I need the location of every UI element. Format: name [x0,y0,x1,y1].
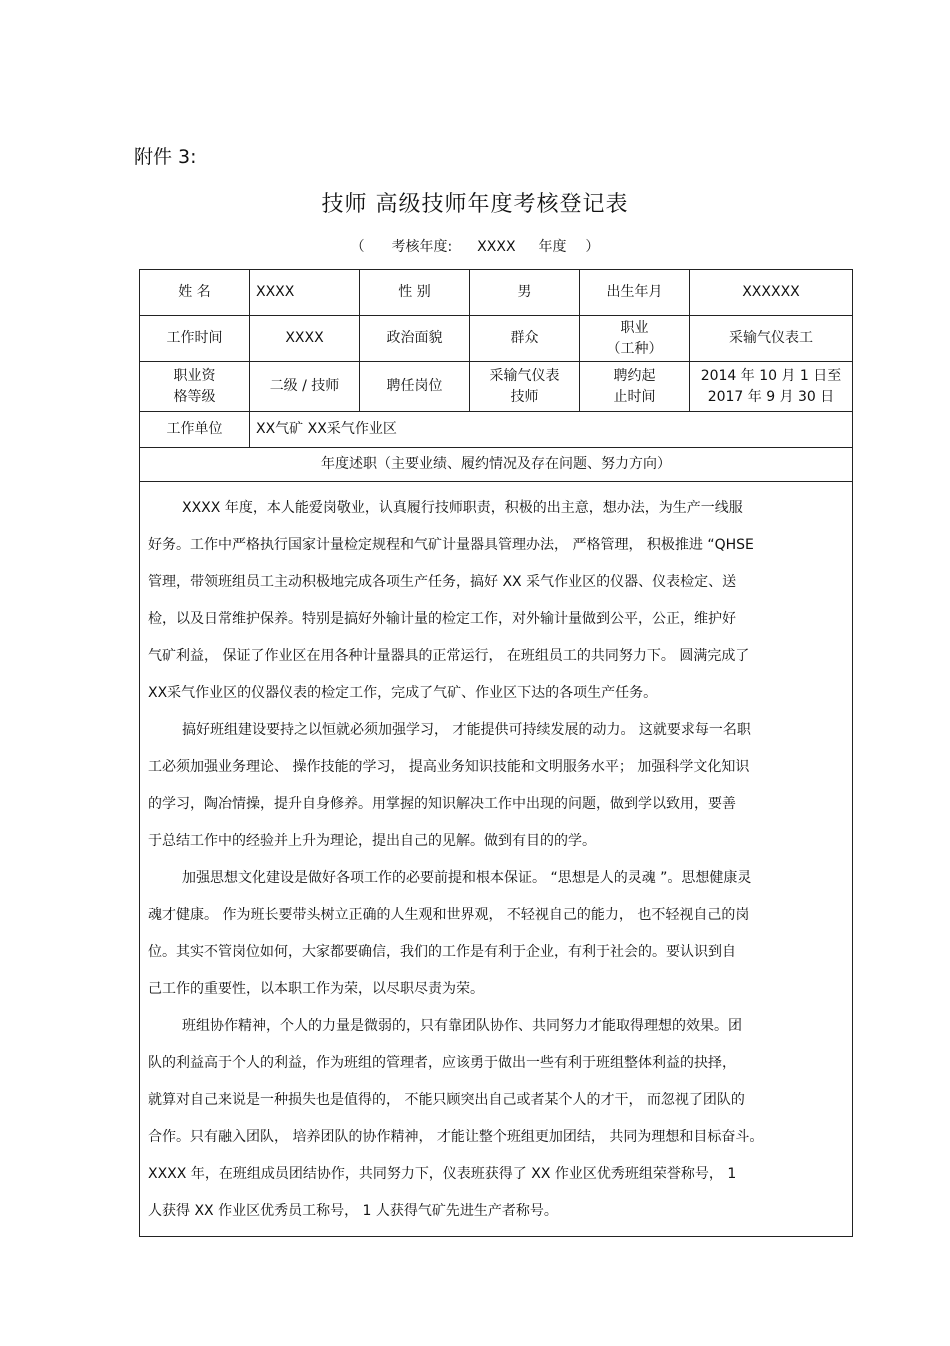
report-line: 位。其实不管岗位如何，大家都要确信，我们的工作是有利于企业，有利于社会的。要认识到自 [148,944,736,960]
birth-value: XXXXXX [690,270,853,316]
subtitle-unit: 年度 [538,239,567,255]
post-value [470,362,580,412]
term-label-line2: 止时间 [613,388,656,405]
report-line: 于总结工作中的经验并上升为理论，提出自己的见解。做到有目的的学。 [148,833,596,849]
name-value: XXXX [250,270,360,316]
report-line: 就算对自己来说是一种损失也是值得的， 不能只顾突出自己或者某个人的才干， 而忽视了团队的 [148,1092,745,1108]
report-line: 人获得 XX 作业区优秀员工称号， 1 人获得气矿先进生产者称号。 [148,1203,558,1219]
worktime-label: 工作时间 [140,316,250,362]
assessment-form-table [139,269,853,1237]
attachment-label: 附件 3: [134,146,197,168]
form-row-work-unit [140,412,853,448]
occupation-label [580,316,690,362]
report-line: 己工作的重要性，以本职工作为荣，以尽职尽责为荣。 [148,981,484,997]
report-line: 检，以及日常维护保养。特别是搞好外输计量的检定工作，对外输计量做到公平，公正，维护好 [148,611,736,627]
annual-report-body [140,482,853,1237]
subtitle-close-paren: ） [585,239,600,255]
post-value-line2: 技师 [510,388,539,405]
report-line: 工必须加强业务理论、 操作技能的学习， 提高业务知识技能和文明服务水平； 加强科学文化知识 [148,759,750,775]
political-label: 政治面貌 [360,316,470,362]
report-line: 合作。只有融入团队， 培养团队的协作精神， 才能让整个班组更加团结， 共同为理想和目标奋斗。 [148,1129,764,1145]
report-line: XX采气作业区的仪器仪表的检定工作，完成了气矿、作业区下达的各项生产任务。 [148,685,658,701]
assessment-year-subtitle [0,236,950,256]
political-value: 群众 [470,316,580,362]
report-line: 管理，带领班组员工主动积极地完成各项生产任务，搞好 XX 采气作业区的仪器、仪表检定、送 [148,574,737,590]
subtitle-open-paren: （ [350,239,365,255]
term-label [580,362,690,412]
occupation-value: 采输气仪表工 [690,316,853,362]
qualification-label-line1: 职业资 [173,367,216,384]
name-label: 姓 名 [140,270,250,316]
qualification-label [140,362,250,412]
subtitle-label: 考核年度: [391,239,453,255]
post-label: 聘任岗位 [360,362,470,412]
form-row-qualification [140,362,853,412]
birth-label: 出生年月 [580,270,690,316]
subtitle-year: XXXX [477,239,516,255]
report-line: 班组协作精神，个人的力量是微弱的，只有靠团队协作、共同努力才能取得理想的效果。团 [182,1018,742,1034]
worktime-value: XXXX [250,316,360,362]
post-value-line1: 采输气仪表 [489,367,560,384]
report-line: 队的利益高于个人的利益，作为班组的管理者，应该勇于做出一些有利于班组整体利益的抉择， [148,1055,736,1071]
form-row-basic-info [140,270,853,316]
report-line: 加强思想文化建设是做好各项工作的必要前提和根本保证。 “思想是人的灵魂 ”。思想健康灵 [182,870,752,886]
form-row-section-header [140,448,853,482]
qualification-label-line2: 格等级 [173,388,216,405]
report-line: 气矿利益， 保证了作业区在用各种计量器具的正常运行， 在班组员工的共同努力下。 圆满完成了 [148,648,750,664]
report-line: 搞好班组建设要持之以恒就必须加强学习， 才能提供可持续发展的动力。 这就要求每一名职 [182,722,751,738]
term-value-line2: 2017 年 9 月 30 日 [707,388,835,405]
occupation-label-line1: 职业 [620,319,649,336]
report-line: XXXX 年度，本人能爱岗敬业，认真履行技师职责，积极的出主意，想办法，为生产一线服 [182,500,743,516]
annual-report-section-header: 年度述职（主要业绩、履约情况及存在问题、努力方向） [140,448,853,482]
occupation-label-line2: （工种） [606,340,663,357]
form-row-work-info [140,316,853,362]
qualification-value: 二级 / 技师 [250,362,360,412]
page-title: 技师 高级技师年度考核登记表 [321,192,629,217]
annual-report-text [148,490,844,1230]
gender-label: 性 别 [360,270,470,316]
gender-value: 男 [470,270,580,316]
report-line: 魂才健康。 作为班长要带头树立正确的人生观和世界观， 不轻视自己的能力， 也不轻视自己的岗 [148,907,750,923]
report-line: 好务。工作中严格执行国家计量检定规程和气矿计量器具管理办法， 严格管理， 积极推进 “QHSE [148,537,754,553]
term-label-line1: 聘约起 [613,367,656,384]
term-value-line1: 2014 年 10 月 1 日至 [700,367,842,384]
term-value [690,362,853,412]
report-line: 的学习，陶冶情操，提升自身修养。用掌握的知识解决工作中出现的问题，做到学以致用，要善 [148,796,736,812]
report-line: XXXX 年，在班组成员团结协作，共同努力下，仪表班获得了 XX 作业区优秀班组荣誉称号， 1 [148,1166,737,1182]
work-unit-label: 工作单位 [140,412,250,448]
work-unit-value: XX气矿 XX采气作业区 [250,412,853,448]
form-row-annual-report-body [140,482,853,1237]
